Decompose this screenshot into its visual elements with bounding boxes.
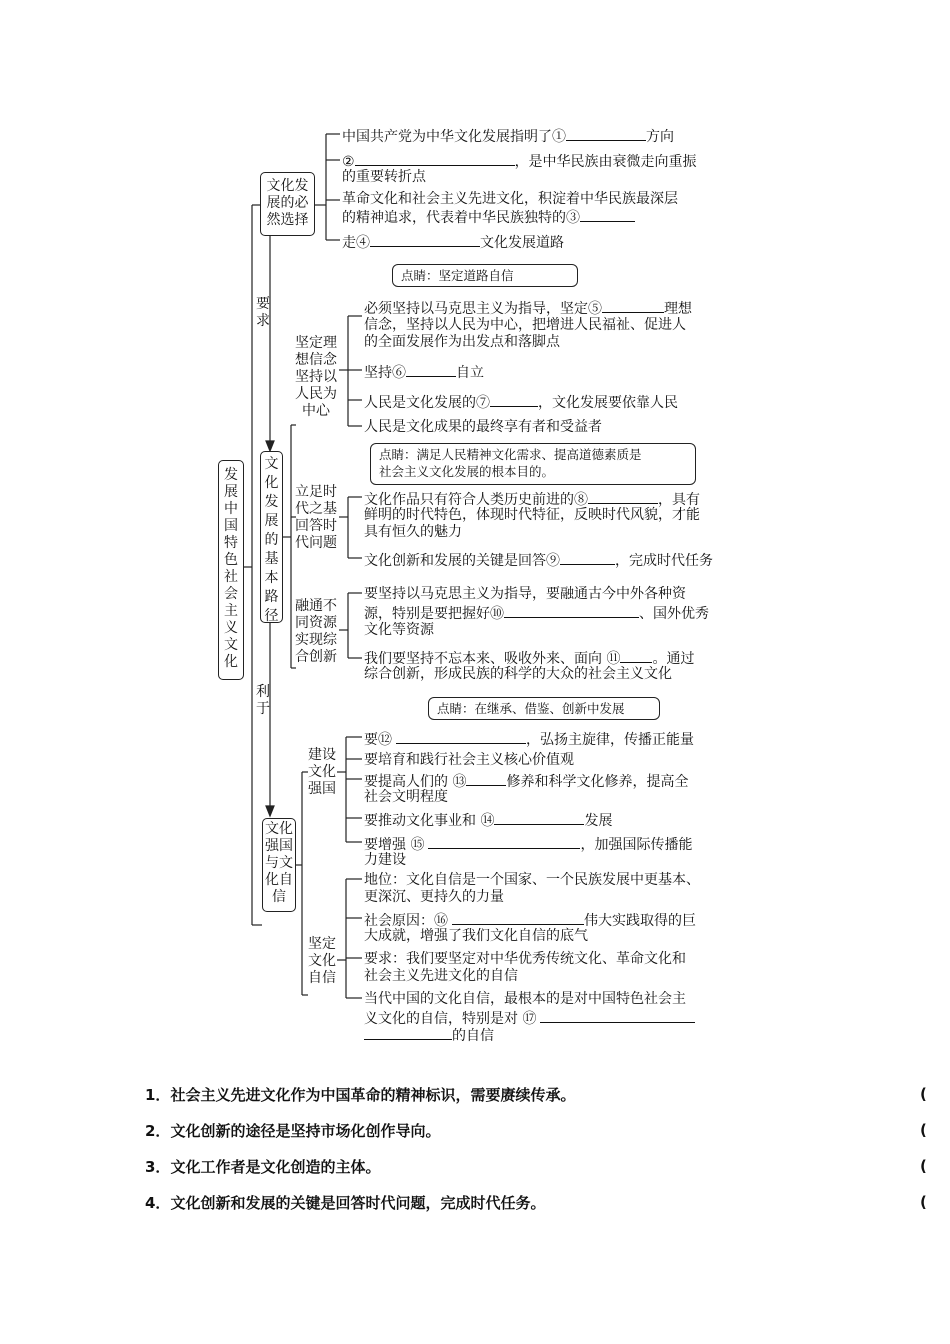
b3-sub2-title: 坚定文化自信 bbox=[308, 936, 336, 986]
b3-sub2-item-3b: 社会主义先进文化的自信 bbox=[364, 968, 518, 984]
b1-item-3: 革命文化和社会主义先进文化，积淀着中华民族最深层 bbox=[342, 191, 678, 207]
b1-item-1: 中国共产党为中华文化发展指明了① 方向 bbox=[342, 126, 674, 146]
b3-sub1-item-1: 要⑫ ，弘扬主旋律，传播正能量 bbox=[364, 729, 694, 749]
question-2: 2．文化创新的途径是坚持市场化创作导向。 bbox=[145, 1122, 441, 1140]
b2-sub1-item-3: 人民是文化发展的⑦ ，文化发展要依靠人民 bbox=[364, 392, 678, 412]
branch-1-node bbox=[260, 172, 315, 236]
b2-sub3-tip: 点睛：在继承、借鉴、创新中发展 bbox=[428, 697, 660, 720]
blank-14 bbox=[494, 810, 584, 825]
blank-6 bbox=[406, 362, 456, 377]
b3-sub2-item-1b: 更深沉、更持久的力量 bbox=[364, 889, 504, 905]
blank-9 bbox=[560, 550, 615, 565]
blank-8 bbox=[588, 489, 658, 504]
b2-sub1-item-1c: 的全面发展作为出发点和落脚点 bbox=[364, 334, 560, 350]
b3-sub2-item-4c: 的自信 bbox=[364, 1025, 494, 1045]
b2-sub2-item-1: 文化作品只有符合人类历史前进的⑧ ，具有 bbox=[364, 489, 700, 509]
blank-11 bbox=[620, 648, 652, 663]
question-4: 4．文化创新和发展的关键是回答时代问题，完成时代任务。 bbox=[145, 1194, 546, 1212]
question-1: 1．社会主义先进文化作为中国革命的精神标识，需要赓续传承。 bbox=[145, 1086, 576, 1104]
b3-sub1-item-3b: 社会文明程度 bbox=[364, 789, 448, 805]
blank-15 bbox=[428, 834, 580, 849]
b3-sub2-item-4: 当代中国的文化自信，最根本的是对中国特色社会主 bbox=[364, 991, 686, 1007]
b2-sub1-item-2: 坚持⑥ 自立 bbox=[364, 362, 484, 382]
branch-3-title: 文化强国与文化自信 bbox=[265, 821, 293, 905]
b2-sub1-item-1: 必须坚持以马克思主义为指导，坚定⑤ 理想 bbox=[364, 298, 692, 318]
blank-13 bbox=[466, 771, 506, 786]
b2-sub2-item-1c: 具有恒久的魅力 bbox=[364, 524, 462, 540]
branch-2-node bbox=[260, 451, 283, 623]
blank-17b bbox=[364, 1025, 452, 1040]
b3-sub2-item-4b: 义文化的自信，特别是对 ⑰ bbox=[364, 1008, 695, 1028]
blank-1 bbox=[566, 126, 646, 141]
b2-sub1-tip: 点睛：满足人民精神文化需求、提高道德素质是 社会主义文化发展的根本目的。 bbox=[370, 443, 696, 485]
blank-17a bbox=[540, 1008, 695, 1023]
blank-12 bbox=[396, 729, 526, 744]
b1-tip: 点睛：坚定道路自信 bbox=[392, 264, 578, 287]
b3-sub2-item-1: 地位：文化自信是一个国家、一个民族发展中更基本、 bbox=[364, 872, 700, 888]
blank-16 bbox=[452, 910, 584, 925]
b2-sub1-item-1b: 信念，坚持以人民为中心，把增进人民福祉、促进人 bbox=[364, 317, 686, 333]
b2-sub2-item-1b: 鲜明的时代特色，体现时代特征，反映时代风貌，才能 bbox=[364, 507, 700, 523]
b2-sub1-title: 坚定理想信念坚持以人民为中心 bbox=[295, 335, 337, 419]
edge-label-require: 要求 bbox=[256, 296, 270, 329]
b2-sub2-item-2: 文化创新和发展的关键是回答⑨ ，完成时代任务 bbox=[364, 550, 713, 570]
edge-label-benefit: 利于 bbox=[256, 684, 270, 717]
answer-paren-2[interactable]: ( bbox=[920, 1121, 927, 1139]
b3-sub1-item-5b: 力建设 bbox=[364, 852, 406, 868]
answer-paren-1[interactable]: ( bbox=[920, 1085, 927, 1103]
b3-sub2-item-3: 要求：我们要坚定对中华优秀传统文化、革命文化和 bbox=[364, 951, 686, 967]
b3-sub2-item-2: 社会原因：⑯ 伟大实践取得的巨 bbox=[364, 910, 696, 930]
b3-sub1-item-3: 要提高人们的 ⑬ 修养和科学文化修养，提高全 bbox=[364, 771, 688, 791]
branch-2-title: 文化发展的基本路径 bbox=[264, 456, 279, 624]
blank-3 bbox=[580, 207, 635, 222]
blank-4 bbox=[370, 232, 480, 247]
b1-item-4: 走④ 文化发展道路 bbox=[342, 232, 564, 252]
blank-2 bbox=[355, 151, 515, 166]
b3-sub1-item-4: 要推动文化事业和 ⑭ 发展 bbox=[364, 810, 612, 830]
question-3: 3．文化工作者是文化创造的主体。 bbox=[145, 1158, 381, 1176]
b2-sub3-item-1: 要坚持以马克思主义为指导，要融通古今中外各种资 bbox=[364, 586, 686, 602]
b2-sub3-item-1c: 文化等资源 bbox=[364, 622, 434, 638]
b3-sub1-item-5: 要增强 ⑮ ，加强国际传播能 bbox=[364, 834, 692, 854]
b3-sub1-item-2: 要培育和践行社会主义核心价值观 bbox=[364, 752, 574, 768]
b1-item-2: ② ，是中华民族由衰微走向重振 bbox=[342, 151, 697, 171]
branch-1-title: 文化发展的必然选择 bbox=[266, 178, 309, 228]
root-title: 发展中国特色社会主义文化 bbox=[224, 467, 238, 670]
b2-sub3-item-2b: 综合创新，形成民族的科学的大众的社会主义文化 bbox=[364, 666, 672, 682]
b3-sub2-item-2b: 大成就，增强了我们文化自信的底气 bbox=[364, 928, 588, 944]
b2-sub2-title: 立足时代之基回答时代问题 bbox=[295, 484, 337, 551]
answer-paren-4[interactable]: ( bbox=[920, 1193, 927, 1211]
b2-sub3-title: 融通不同资源实现综合创新 bbox=[295, 598, 337, 665]
answer-paren-3[interactable]: ( bbox=[920, 1157, 927, 1175]
b2-sub3-item-1b: 源，特别是要把握好⑩ 、国外优秀 bbox=[364, 603, 709, 623]
root-node bbox=[218, 460, 244, 680]
b2-sub3-item-2: 我们要坚持不忘本来、吸收外来、面向 ⑪ 。通过 bbox=[364, 648, 694, 668]
b1-item-3b: 的精神追求，代表着中华民族独特的③ bbox=[342, 207, 635, 227]
b2-sub1-item-4: 人民是文化成果的最终享有者和受益者 bbox=[364, 419, 602, 435]
b3-sub1-title: 建设文化强国 bbox=[308, 747, 336, 797]
blank-10 bbox=[504, 603, 639, 618]
blank-5 bbox=[602, 298, 664, 313]
branch-3-node bbox=[262, 818, 296, 912]
b1-item-2b: 的重要转折点 bbox=[342, 169, 426, 185]
blank-7 bbox=[490, 392, 538, 407]
